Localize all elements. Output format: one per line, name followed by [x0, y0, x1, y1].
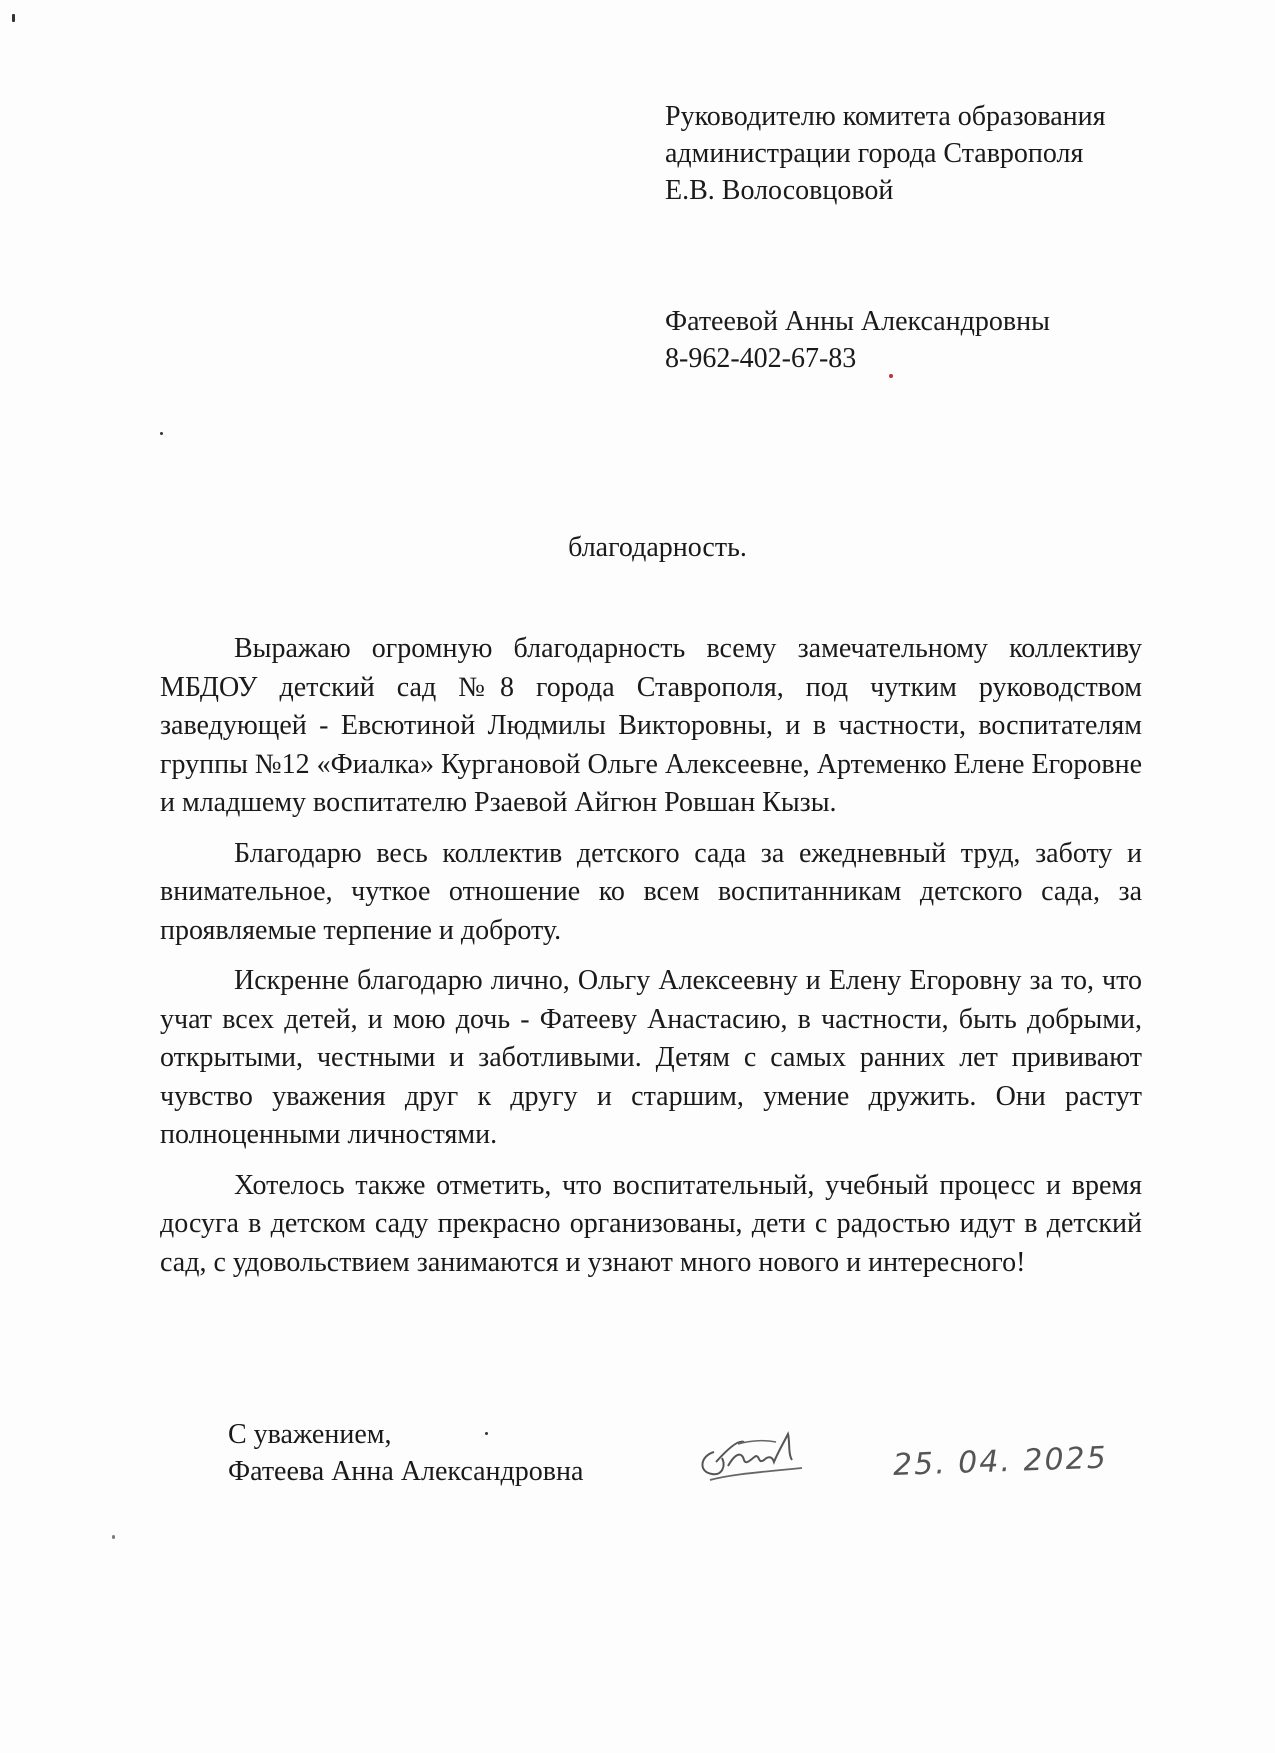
sender-phone: 8-962-402-67-83	[665, 343, 857, 374]
closing-block	[228, 1416, 583, 1490]
addressee-block	[665, 98, 1105, 209]
addressee-line-3: Е.В. Волосовцовой	[665, 175, 894, 206]
addressee-line-2: администрации города Ставрополя	[665, 138, 1084, 169]
closing-name: Фатеева Анна Александровна	[228, 1456, 584, 1487]
signature-icon	[692, 1422, 822, 1492]
sender-block	[665, 303, 1050, 377]
paragraph-4: Хотелось также отметить, что воспитательный, учебный процесс и время досуга в детском саду прекрасно организованы, дети с радостью идут в детский сад, с удовольствием занимаются и узнают много нового и интересного!	[160, 1169, 1142, 1278]
document-title: благодарность.	[568, 532, 747, 563]
addressee-line-1: Руководителю комитета образования	[665, 101, 1106, 132]
paragraph-1: Выражаю огромную благодарность всему замечательному коллективу МБДОУ детский сад №8 города Ставрополя, под чутким руководством заведующей - Евсютиной Людмилы Викторовны, и в частности, воспитателям группы №12 «Фиалка» Кургановой Ольге Алексеевне, Артеменко Елене Егоровне и младшему воспитателю Рзаевой Айгюн Ровшан Кызы.	[160, 633, 1143, 818]
sender-name: Фатеевой Анны Александровны	[665, 306, 1050, 337]
paragraph-3: Искренне благодарю лично, Ольгу Алексеевну и Елену Егоровну за то, что учат всех детей, и мою дочь - Фатееву Анастасию, в частности, быть добрыми, открытыми, честными и заботливыми. Детям с самых ранних лет прививают чувство уважения друг к другу и старшим, умение дружить. Они растут полноценными личностями.	[160, 965, 1142, 1150]
closing-salutation: С уважением,	[228, 1419, 392, 1450]
paragraph-2: Благодарю весь коллектив детского сада за ежедневный труд, заботу и внимательное, чуткое отношение ко всем воспитанникам детского сада, за проявляемые терпение и доброту.	[160, 837, 1142, 946]
handwritten-date: 25. 04. 2025	[892, 1440, 1109, 1483]
letter-body	[160, 630, 1142, 1294]
